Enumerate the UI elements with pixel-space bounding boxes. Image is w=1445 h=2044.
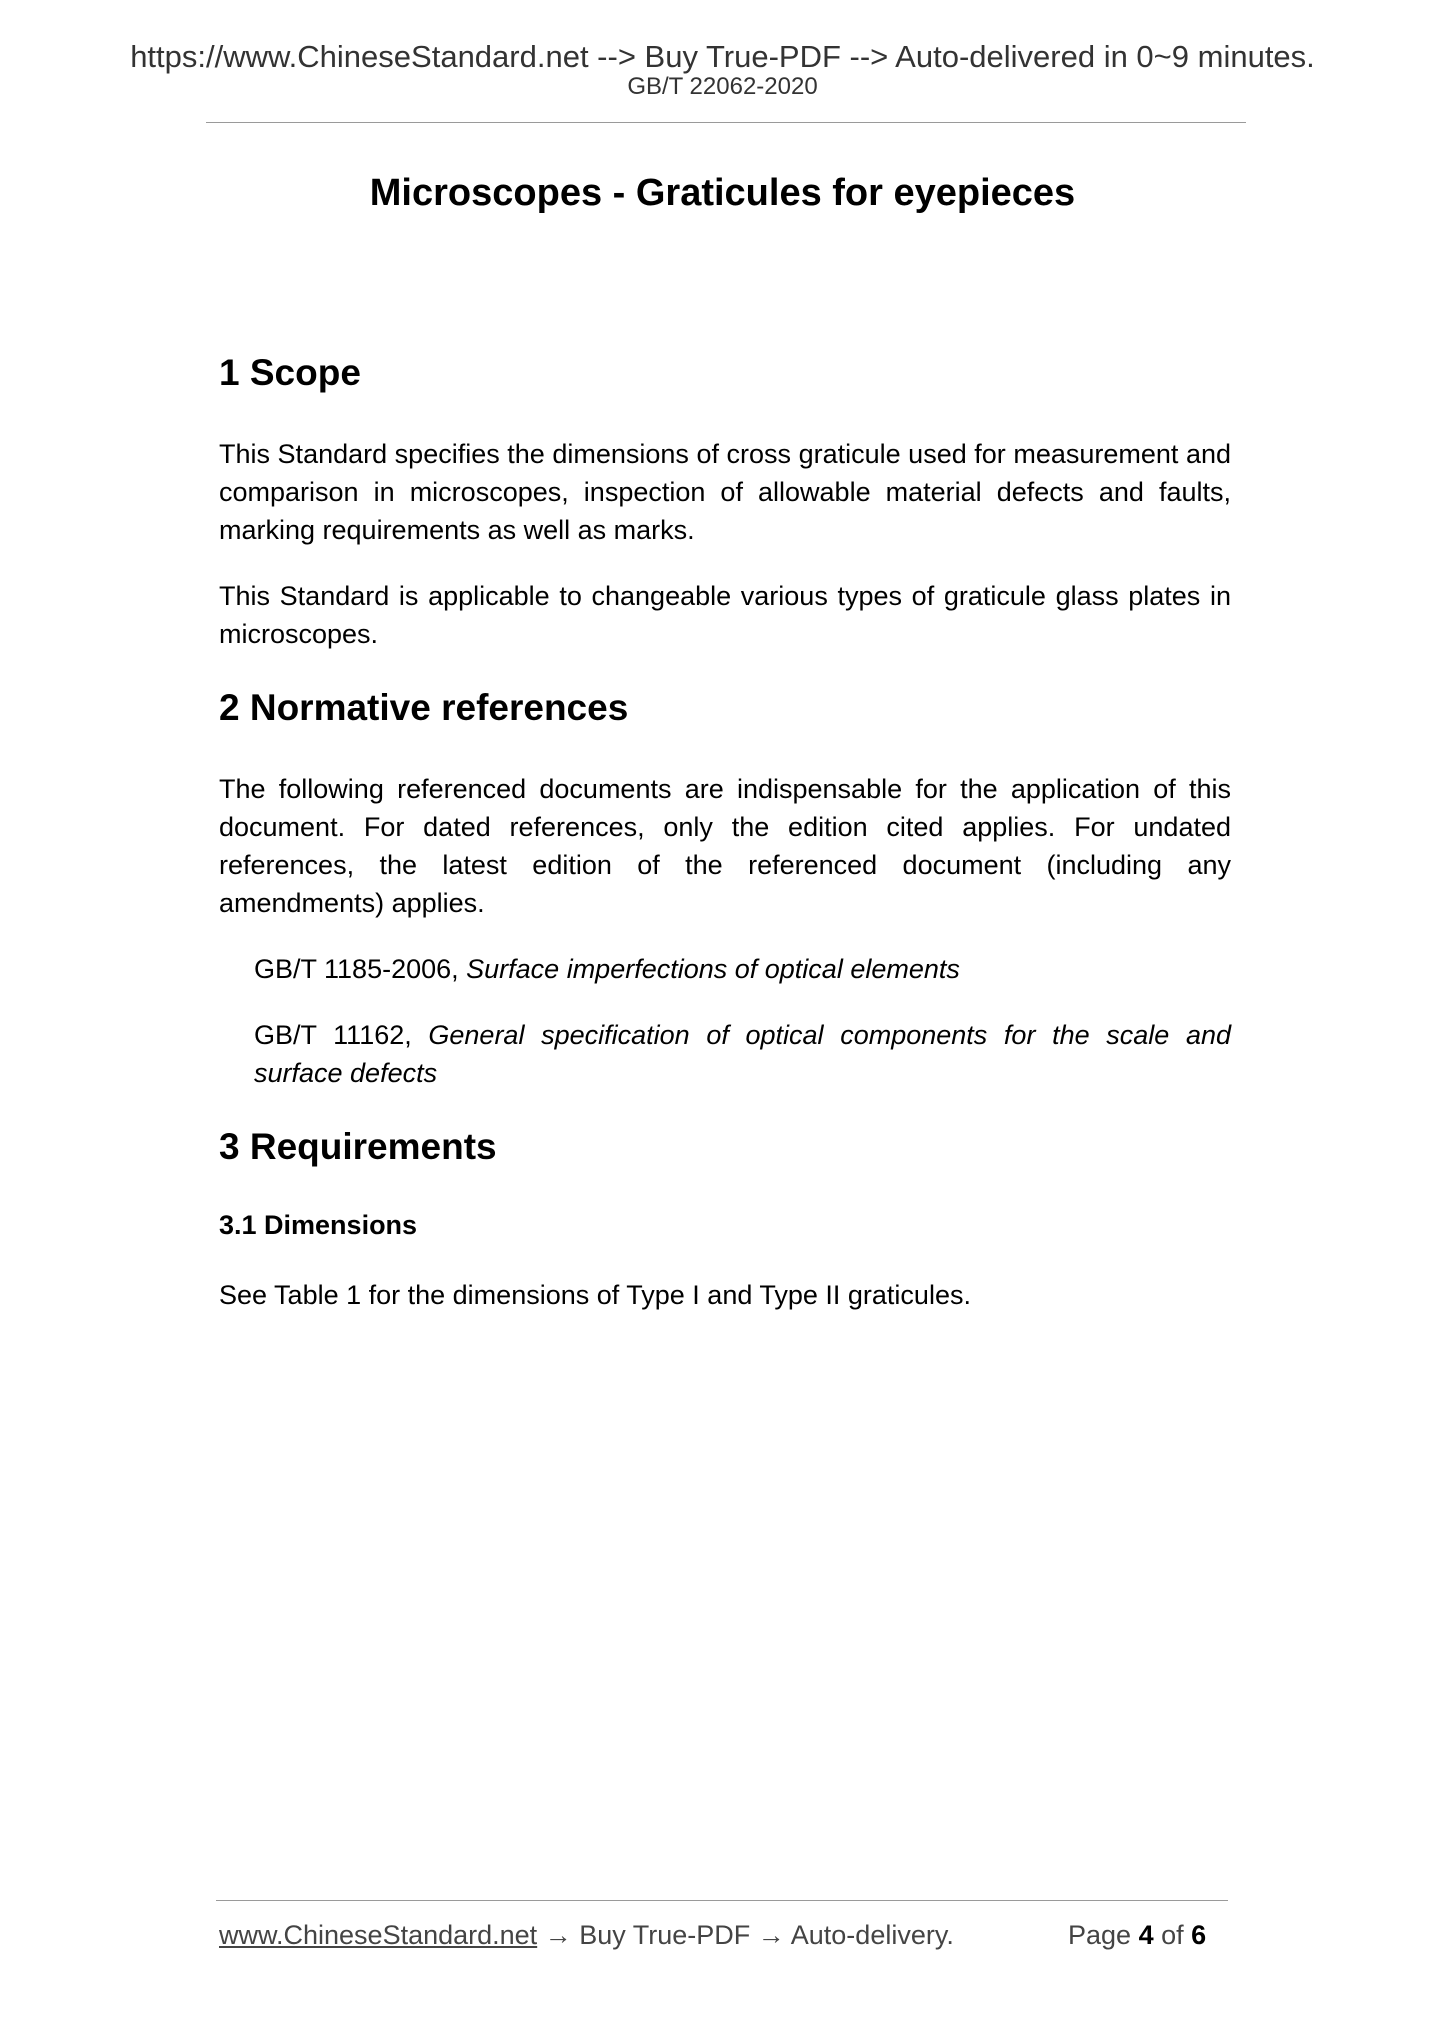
footer-buy-text: Buy True-PDF [579,1920,751,1950]
section-heading-scope: 1 Scope [219,352,361,393]
reference-item [254,1016,1231,1092]
reference-title: Surface imperfections of optical elements [466,954,960,984]
normative-paragraph: The following referenced documents are indispensable for the application of this document. For dated references, only the edition cited applies. For undated references, the latest edition of the referenced document (including any amendments) applies. [219,774,1231,918]
document-code: GB/T 22062-2020 [627,73,818,100]
scope-paragraph-1: This Standard specifies the dimensions of cross graticule used for measurement and comparison in microscopes, inspection of allowable material defects and faults, marking requirements as well as marks. [219,439,1231,545]
document-body [219,350,1231,1314]
section-heading-requirements: 3 Requirements [219,1126,497,1167]
page-indicator [1068,1918,1206,1952]
page-current: 4 [1138,1920,1154,1950]
footer-delivery-text: Auto-delivery. [790,1920,954,1950]
reference-code: GB/T 11162, [254,1020,429,1050]
document-title: Microscopes - Graticules for eyepieces [369,172,1076,214]
footer-arrow-1: → [537,1920,580,1950]
footer-divider [216,1900,1228,1901]
page-of: of [1153,1920,1192,1950]
reference-item [254,950,1231,988]
section-heading-normative-references: 2 Normative references [219,687,629,728]
header-divider [206,122,1246,123]
subsection-heading-dimensions: 3.1 Dimensions [219,1210,418,1240]
scope-paragraph-2: This Standard is applicable to changeable various types of graticule glass plates in microscopes. [219,581,1231,649]
footer-links [219,1918,954,1952]
reference-title: General specification of optical components for the scale and surface defects [254,1020,1231,1088]
footer-site-link[interactable]: www.ChineseStandard.net [219,1920,538,1950]
dimensions-paragraph: See Table 1 for the dimensions of Type I and Type II graticules. [219,1280,971,1310]
footer-arrow-2: → [750,1920,791,1950]
reference-code: GB/T 1185-2006, [254,954,467,984]
page-total: 6 [1191,1920,1207,1950]
page-label: Page [1068,1920,1139,1950]
top-banner: https://www.ChineseStandard.net --> Buy True-PDF --> Auto-delivered in 0~9 minutes. [130,39,1315,74]
